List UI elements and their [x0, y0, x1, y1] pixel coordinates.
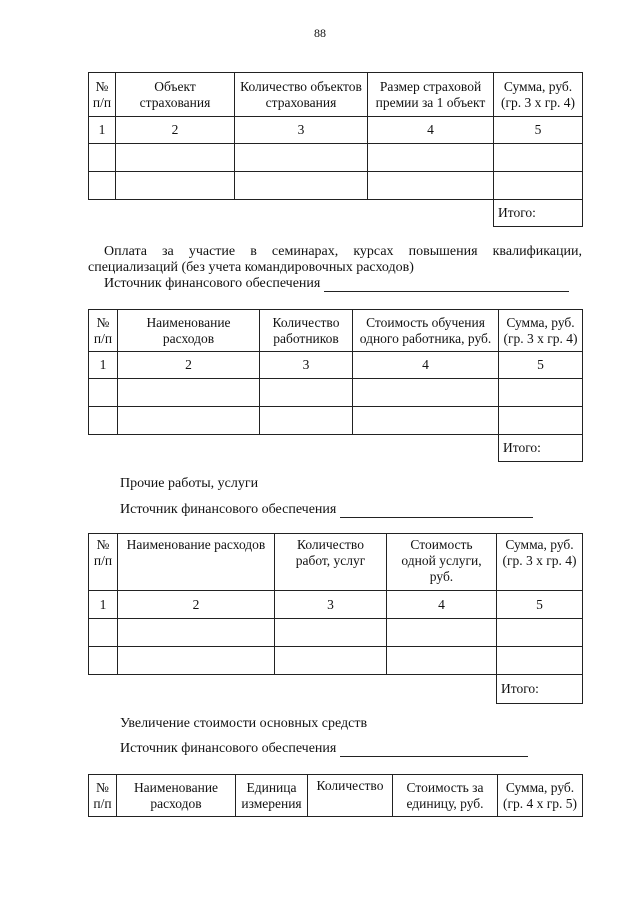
column-number: 3	[275, 591, 387, 619]
header-cell: Размер страховой премии за 1 объект	[368, 73, 494, 117]
funding-source-label: Источник финансового обеспечения	[104, 276, 321, 291]
header-cell: Сумма, руб. (гр. 3 х гр. 4)	[494, 73, 583, 117]
header-cell: № п/п	[89, 73, 116, 117]
funding-source-field[interactable]	[324, 279, 569, 292]
training-paragraph: Оплата за участие в семинарах, курсах повышения квалификации, специализаций (без учета командировочных расходов)	[88, 244, 582, 275]
total-label: Итого:	[494, 200, 583, 227]
total-label: Итого:	[497, 675, 583, 704]
column-number: 3	[260, 352, 353, 379]
header-cell: № п/п	[89, 310, 118, 352]
funding-source-line	[104, 276, 569, 292]
column-number: 4	[368, 117, 494, 144]
header-cell: Наименование расходов	[118, 310, 260, 352]
header-cell: Единица измерения	[236, 775, 308, 817]
section-title-other-works: Прочие работы, услуги	[120, 476, 259, 491]
table-row	[89, 379, 583, 407]
header-cell: Количество работ, услуг	[275, 534, 387, 591]
table-row	[89, 647, 583, 675]
column-number: 5	[499, 352, 583, 379]
funding-source-label: Источник финансового обеспечения	[120, 502, 337, 517]
training-table	[88, 309, 583, 462]
funding-source-line	[120, 741, 528, 757]
funding-source-field[interactable]	[340, 744, 528, 757]
header-cell: Количество	[308, 775, 393, 817]
column-number: 4	[387, 591, 497, 619]
other-works-table	[88, 533, 583, 704]
column-number: 5	[497, 591, 583, 619]
page-number: 88	[314, 26, 326, 40]
insurance-table	[88, 72, 583, 227]
funding-source-field[interactable]	[340, 505, 533, 518]
header-cell: Сумма, руб. (гр. 3 х гр. 4)	[497, 534, 583, 591]
header-cell: № п/п	[89, 775, 117, 817]
fixed-assets-table	[88, 774, 583, 817]
table-row	[89, 172, 583, 200]
funding-source-label: Источник финансового обеспечения	[120, 741, 337, 756]
table-row	[89, 407, 583, 435]
header-cell: Сумма, руб. (гр. 3 х гр. 4)	[499, 310, 583, 352]
column-number: 2	[118, 591, 275, 619]
column-number: 2	[118, 352, 260, 379]
header-cell: Количество работников	[260, 310, 353, 352]
header-cell: Сумма, руб. (гр. 4 х гр. 5)	[498, 775, 583, 817]
column-number: 1	[89, 117, 116, 144]
column-number: 1	[89, 352, 118, 379]
table-row	[89, 144, 583, 172]
header-cell: Количество объектов страхования	[235, 73, 368, 117]
column-number: 4	[353, 352, 499, 379]
header-cell: Стоимость одной услуги, руб.	[387, 534, 497, 591]
column-number: 5	[494, 117, 583, 144]
header-cell: № п/п	[89, 534, 118, 591]
header-cell: Стоимость обучения одного работника, руб.	[353, 310, 499, 352]
funding-source-line	[120, 502, 533, 518]
header-cell: Объект страхования	[116, 73, 235, 117]
header-cell: Стоимость за единицу, руб.	[393, 775, 498, 817]
column-number: 2	[116, 117, 235, 144]
header-cell: Наименование расходов	[118, 534, 275, 591]
header-cell: Наименование расходов	[117, 775, 236, 817]
column-number: 3	[235, 117, 368, 144]
column-number: 1	[89, 591, 118, 619]
section-title-fixed-assets: Увеличение стоимости основных средств	[120, 716, 368, 731]
table-row	[89, 619, 583, 647]
total-label: Итого:	[499, 435, 583, 462]
